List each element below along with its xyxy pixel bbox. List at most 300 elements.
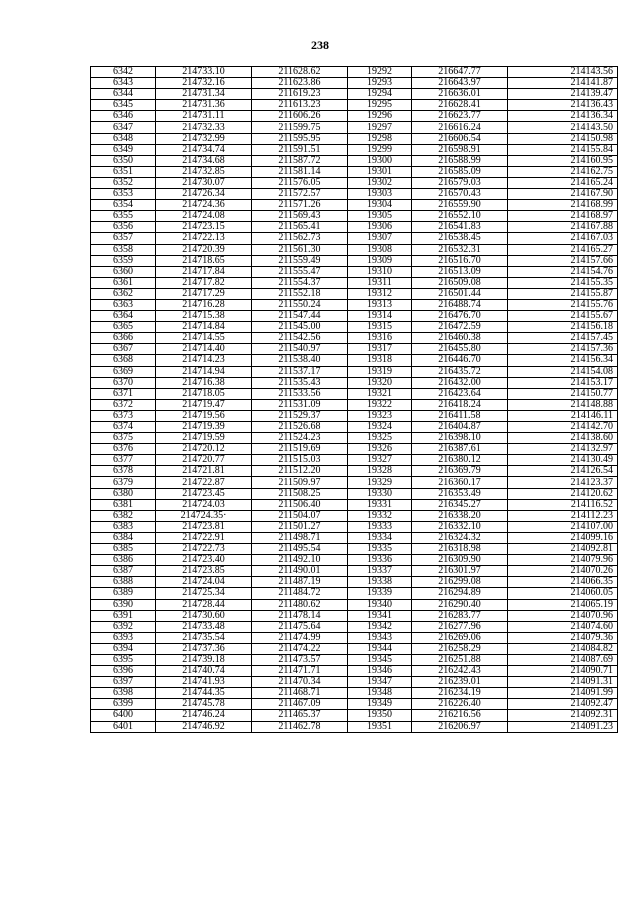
table-row [91, 710, 618, 721]
point-number-left-cell: 6351 [91, 166, 156, 177]
point-number-left-cell: 6389 [91, 588, 156, 599]
y-coordinate-left-cell: 211628.62 [252, 67, 348, 78]
point-number-right-cell: 19320 [348, 377, 412, 388]
y-coordinate-right-cell: 214070.26 [508, 566, 618, 577]
point-number-left-cell: 6393 [91, 632, 156, 643]
x-coordinate-left-cell: 214733.10 [156, 67, 252, 78]
x-coordinate-left-cell: 214739.18 [156, 654, 252, 665]
table-row [91, 510, 618, 521]
x-coordinate-left-cell: 214723.85 [156, 566, 252, 577]
x-coordinate-right-cell: 216585.09 [412, 166, 508, 177]
x-coordinate-left-cell: 214720.39 [156, 244, 252, 255]
y-coordinate-right-cell: 214091.23 [508, 721, 618, 732]
point-number-left-cell: 6379 [91, 477, 156, 488]
point-number-right-cell: 19344 [348, 643, 412, 654]
x-coordinate-right-cell: 216598.91 [412, 144, 508, 155]
table-row [91, 222, 618, 233]
point-number-left-cell: 6381 [91, 499, 156, 510]
x-coordinate-right-cell: 216623.77 [412, 111, 508, 122]
y-coordinate-right-cell: 214092.81 [508, 544, 618, 555]
x-coordinate-right-cell: 216446.70 [412, 355, 508, 366]
y-coordinate-right-cell: 214167.90 [508, 189, 618, 200]
point-number-right-cell: 19307 [348, 233, 412, 244]
y-coordinate-left-cell: 211501.27 [252, 521, 348, 532]
y-coordinate-right-cell: 214165.24 [508, 177, 618, 188]
x-coordinate-right-cell: 216509.08 [412, 277, 508, 288]
y-coordinate-left-cell: 211561.30 [252, 244, 348, 255]
y-coordinate-right-cell: 214120.62 [508, 488, 618, 499]
table-row [91, 100, 618, 111]
x-coordinate-right-cell: 216588.99 [412, 155, 508, 166]
y-coordinate-left-cell: 211595.95 [252, 133, 348, 144]
point-number-right-cell: 19311 [348, 277, 412, 288]
y-coordinate-left-cell: 211471.71 [252, 666, 348, 677]
point-number-right-cell: 19341 [348, 610, 412, 621]
point-number-right-cell: 19332 [348, 510, 412, 521]
y-coordinate-left-cell: 211524.23 [252, 433, 348, 444]
table-row [91, 699, 618, 710]
point-number-left-cell: 6367 [91, 344, 156, 355]
x-coordinate-left-cell: 214725.34 [156, 588, 252, 599]
y-coordinate-left-cell: 211465.37 [252, 710, 348, 721]
table-row [91, 155, 618, 166]
y-coordinate-left-cell: 211565.41 [252, 222, 348, 233]
x-coordinate-left-cell: 214716.38 [156, 377, 252, 388]
y-coordinate-left-cell: 211478.14 [252, 610, 348, 621]
y-coordinate-left-cell: 211473.57 [252, 654, 348, 665]
point-number-left-cell: 6360 [91, 266, 156, 277]
point-number-right-cell: 19304 [348, 200, 412, 211]
table-row [91, 333, 618, 344]
x-coordinate-right-cell: 216418.24 [412, 399, 508, 410]
coordinates-table-body [91, 67, 618, 733]
x-coordinate-left-cell: 214715.38 [156, 311, 252, 322]
x-coordinate-left-cell: 214722.87 [156, 477, 252, 488]
x-coordinate-right-cell: 216532.31 [412, 244, 508, 255]
table-row [91, 477, 618, 488]
y-coordinate-right-cell: 214167.88 [508, 222, 618, 233]
point-number-right-cell: 19349 [348, 699, 412, 710]
x-coordinate-right-cell: 216258.29 [412, 643, 508, 654]
x-coordinate-right-cell: 216360.17 [412, 477, 508, 488]
table-row [91, 555, 618, 566]
y-coordinate-right-cell: 214162.75 [508, 166, 618, 177]
y-coordinate-right-cell: 214154.08 [508, 366, 618, 377]
x-coordinate-right-cell: 216332.10 [412, 521, 508, 532]
y-coordinate-left-cell: 211538.40 [252, 355, 348, 366]
x-coordinate-left-cell: 214722.13 [156, 233, 252, 244]
table-row [91, 189, 618, 200]
x-coordinate-right-cell: 216324.32 [412, 532, 508, 543]
x-coordinate-left-cell: 214714.40 [156, 344, 252, 355]
y-coordinate-left-cell: 211540.97 [252, 344, 348, 355]
point-number-left-cell: 6343 [91, 78, 156, 89]
y-coordinate-left-cell: 211559.49 [252, 255, 348, 266]
y-coordinate-right-cell: 214136.34 [508, 111, 618, 122]
table-row [91, 455, 618, 466]
point-number-left-cell: 6369 [91, 366, 156, 377]
x-coordinate-right-cell: 216643.97 [412, 78, 508, 89]
point-number-left-cell: 6380 [91, 488, 156, 499]
y-coordinate-right-cell: 214066.35 [508, 577, 618, 588]
point-number-left-cell: 6382 [91, 510, 156, 521]
y-coordinate-right-cell: 214157.66 [508, 255, 618, 266]
y-coordinate-right-cell: 214123.37 [508, 477, 618, 488]
point-number-right-cell: 19324 [348, 422, 412, 433]
x-coordinate-left-cell: 214724.04 [156, 577, 252, 588]
point-number-left-cell: 6348 [91, 133, 156, 144]
x-coordinate-left-cell: 214723.15 [156, 222, 252, 233]
point-number-left-cell: 6399 [91, 699, 156, 710]
point-number-right-cell: 19351 [348, 721, 412, 732]
table-row [91, 632, 618, 643]
y-coordinate-left-cell: 211508.25 [252, 488, 348, 499]
x-coordinate-right-cell: 216460.38 [412, 333, 508, 344]
point-number-left-cell: 6377 [91, 455, 156, 466]
x-coordinate-right-cell: 216226.40 [412, 699, 508, 710]
y-coordinate-right-cell: 214156.18 [508, 322, 618, 333]
point-number-right-cell: 19350 [348, 710, 412, 721]
y-coordinate-left-cell: 211550.24 [252, 299, 348, 310]
x-coordinate-left-cell: 214740.74 [156, 666, 252, 677]
point-number-right-cell: 19337 [348, 566, 412, 577]
point-number-right-cell: 19308 [348, 244, 412, 255]
point-number-right-cell: 19333 [348, 521, 412, 532]
page-number: 238 [311, 38, 329, 52]
point-number-left-cell: 6383 [91, 521, 156, 532]
x-coordinate-right-cell: 216318.98 [412, 544, 508, 555]
point-number-left-cell: 6373 [91, 410, 156, 421]
point-number-right-cell: 19300 [348, 155, 412, 166]
table-row [91, 200, 618, 211]
point-number-left-cell: 6375 [91, 433, 156, 444]
x-coordinate-left-cell: 214724.03 [156, 499, 252, 510]
x-coordinate-right-cell: 216435.72 [412, 366, 508, 377]
x-coordinate-left-cell: 214732.85 [156, 166, 252, 177]
point-number-left-cell: 6359 [91, 255, 156, 266]
y-coordinate-left-cell: 211619.23 [252, 89, 348, 100]
point-number-left-cell: 6370 [91, 377, 156, 388]
x-coordinate-right-cell: 216432.00 [412, 377, 508, 388]
y-coordinate-right-cell: 214150.77 [508, 388, 618, 399]
point-number-right-cell: 19309 [348, 255, 412, 266]
y-coordinate-left-cell: 211576.05 [252, 177, 348, 188]
y-coordinate-left-cell: 211462.78 [252, 721, 348, 732]
y-coordinate-right-cell: 214092.31 [508, 710, 618, 721]
y-coordinate-right-cell: 214168.97 [508, 211, 618, 222]
x-coordinate-left-cell: 214718.05 [156, 388, 252, 399]
point-number-left-cell: 6401 [91, 721, 156, 732]
point-number-left-cell: 6344 [91, 89, 156, 100]
y-coordinate-right-cell: 214142.70 [508, 422, 618, 433]
x-coordinate-right-cell: 216541.83 [412, 222, 508, 233]
y-coordinate-left-cell: 211542.56 [252, 333, 348, 344]
x-coordinate-left-cell: 214732.33 [156, 122, 252, 133]
y-coordinate-left-cell: 211519.69 [252, 444, 348, 455]
x-coordinate-left-cell: 214718.65 [156, 255, 252, 266]
point-number-left-cell: 6394 [91, 643, 156, 654]
point-number-right-cell: 19329 [348, 477, 412, 488]
x-coordinate-left-cell: 214724.36 [156, 200, 252, 211]
point-number-right-cell: 19342 [348, 621, 412, 632]
table-row [91, 410, 618, 421]
x-coordinate-right-cell: 216579.03 [412, 177, 508, 188]
x-coordinate-right-cell: 216628.41 [412, 100, 508, 111]
table-row [91, 599, 618, 610]
y-coordinate-right-cell: 214074.60 [508, 621, 618, 632]
x-coordinate-left-cell: 214719.47 [156, 399, 252, 410]
x-coordinate-right-cell: 216647.77 [412, 67, 508, 78]
x-coordinate-right-cell: 216301.97 [412, 566, 508, 577]
table-row [91, 399, 618, 410]
point-number-left-cell: 6354 [91, 200, 156, 211]
point-number-right-cell: 19310 [348, 266, 412, 277]
x-coordinate-left-cell: 214726.34 [156, 189, 252, 200]
point-number-right-cell: 19330 [348, 488, 412, 499]
point-number-right-cell: 19318 [348, 355, 412, 366]
y-coordinate-left-cell: 211498.71 [252, 532, 348, 543]
point-number-right-cell: 19339 [348, 588, 412, 599]
table-row [91, 67, 618, 78]
point-number-left-cell: 6400 [91, 710, 156, 721]
y-coordinate-right-cell: 214154.76 [508, 266, 618, 277]
y-coordinate-right-cell: 214155.35 [508, 277, 618, 288]
y-coordinate-left-cell: 211467.09 [252, 699, 348, 710]
y-coordinate-left-cell: 211545.00 [252, 322, 348, 333]
y-coordinate-left-cell: 211537.17 [252, 366, 348, 377]
x-coordinate-right-cell: 216345.27 [412, 499, 508, 510]
table-row [91, 688, 618, 699]
x-coordinate-left-cell: 214734.74 [156, 144, 252, 155]
y-coordinate-right-cell: 214112.23 [508, 510, 618, 521]
y-coordinate-left-cell: 211591.51 [252, 144, 348, 155]
point-number-right-cell: 19295 [348, 100, 412, 111]
y-coordinate-left-cell: 211480.62 [252, 599, 348, 610]
point-number-right-cell: 19328 [348, 466, 412, 477]
table-row [91, 388, 618, 399]
point-number-right-cell: 19305 [348, 211, 412, 222]
table-row [91, 677, 618, 688]
y-coordinate-right-cell: 214165.27 [508, 244, 618, 255]
y-coordinate-right-cell: 214141.87 [508, 78, 618, 89]
x-coordinate-left-cell: 214733.48 [156, 621, 252, 632]
y-coordinate-right-cell: 214155.76 [508, 299, 618, 310]
x-coordinate-left-cell: 214732.16 [156, 78, 252, 89]
y-coordinate-left-cell: 211526.68 [252, 422, 348, 433]
x-coordinate-left-cell: 214720.12 [156, 444, 252, 455]
y-coordinate-left-cell: 211484.72 [252, 588, 348, 599]
y-coordinate-left-cell: 211506.40 [252, 499, 348, 510]
y-coordinate-left-cell: 211509.97 [252, 477, 348, 488]
y-coordinate-right-cell: 214070.96 [508, 610, 618, 621]
x-coordinate-left-cell: 214714.94 [156, 366, 252, 377]
x-coordinate-right-cell: 216269.06 [412, 632, 508, 643]
x-coordinate-right-cell: 216369.79 [412, 466, 508, 477]
coordinates-table [90, 66, 618, 733]
table-row [91, 654, 618, 665]
table-row [91, 666, 618, 677]
y-coordinate-left-cell: 211535.43 [252, 377, 348, 388]
y-coordinate-right-cell: 214156.34 [508, 355, 618, 366]
y-coordinate-left-cell: 211613.23 [252, 100, 348, 111]
x-coordinate-right-cell: 216472.59 [412, 322, 508, 333]
point-number-left-cell: 6362 [91, 288, 156, 299]
point-number-left-cell: 6356 [91, 222, 156, 233]
y-coordinate-left-cell: 211554.37 [252, 277, 348, 288]
y-coordinate-right-cell: 214107.00 [508, 521, 618, 532]
point-number-left-cell: 6365 [91, 322, 156, 333]
point-number-left-cell: 6353 [91, 189, 156, 200]
x-coordinate-left-cell: 214723.40 [156, 555, 252, 566]
table-row [91, 233, 618, 244]
point-number-right-cell: 19321 [348, 388, 412, 399]
x-coordinate-left-cell: 214720.77 [156, 455, 252, 466]
y-coordinate-left-cell: 211504.07 [252, 510, 348, 521]
point-number-left-cell: 6361 [91, 277, 156, 288]
point-number-right-cell: 19306 [348, 222, 412, 233]
point-number-left-cell: 6357 [91, 233, 156, 244]
table-row [91, 466, 618, 477]
table-row [91, 255, 618, 266]
table-row [91, 166, 618, 177]
table-row [91, 721, 618, 732]
point-number-left-cell: 6345 [91, 100, 156, 111]
point-number-left-cell: 6387 [91, 566, 156, 577]
x-coordinate-right-cell: 216294.89 [412, 588, 508, 599]
x-coordinate-left-cell: 214719.59 [156, 433, 252, 444]
point-number-left-cell: 6391 [91, 610, 156, 621]
x-coordinate-left-cell: 214734.68 [156, 155, 252, 166]
y-coordinate-left-cell: 211512.20 [252, 466, 348, 477]
point-number-right-cell: 19298 [348, 133, 412, 144]
table-row [91, 433, 618, 444]
point-number-right-cell: 19302 [348, 177, 412, 188]
table-row [91, 566, 618, 577]
point-number-right-cell: 19299 [348, 144, 412, 155]
point-number-right-cell: 19334 [348, 532, 412, 543]
point-number-left-cell: 6372 [91, 399, 156, 410]
x-coordinate-left-cell: 214721.81 [156, 466, 252, 477]
point-number-right-cell: 19314 [348, 311, 412, 322]
y-coordinate-left-cell: 211487.19 [252, 577, 348, 588]
y-coordinate-left-cell: 211581.14 [252, 166, 348, 177]
x-coordinate-left-cell: 214719.56 [156, 410, 252, 421]
point-number-right-cell: 19338 [348, 577, 412, 588]
table-row [91, 277, 618, 288]
x-coordinate-left-cell: 214731.36 [156, 100, 252, 111]
y-coordinate-right-cell: 214126.54 [508, 466, 618, 477]
x-coordinate-left-cell: 214732.99 [156, 133, 252, 144]
x-coordinate-left-cell: 214714.84 [156, 322, 252, 333]
y-coordinate-left-cell: 211572.57 [252, 189, 348, 200]
y-coordinate-left-cell: 211599.75 [252, 122, 348, 133]
x-coordinate-right-cell: 216283.77 [412, 610, 508, 621]
table-row [91, 377, 618, 388]
point-number-right-cell: 19327 [348, 455, 412, 466]
table-row [91, 299, 618, 310]
y-coordinate-right-cell: 214065.19 [508, 599, 618, 610]
x-coordinate-right-cell: 216277.96 [412, 621, 508, 632]
y-coordinate-left-cell: 211606.26 [252, 111, 348, 122]
x-coordinate-right-cell: 216411.58 [412, 410, 508, 421]
x-coordinate-right-cell: 216476.70 [412, 311, 508, 322]
x-coordinate-left-cell: 214745.78 [156, 699, 252, 710]
point-number-right-cell: 19296 [348, 111, 412, 122]
y-coordinate-right-cell: 214143.50 [508, 122, 618, 133]
point-number-right-cell: 19343 [348, 632, 412, 643]
point-number-left-cell: 6384 [91, 532, 156, 543]
point-number-right-cell: 19345 [348, 654, 412, 665]
point-number-left-cell: 6392 [91, 621, 156, 632]
y-coordinate-right-cell: 214160.95 [508, 155, 618, 166]
point-number-left-cell: 6366 [91, 333, 156, 344]
table-row [91, 89, 618, 100]
x-coordinate-right-cell: 216290.40 [412, 599, 508, 610]
x-coordinate-left-cell: 214722.91 [156, 532, 252, 543]
y-coordinate-left-cell: 211562.73 [252, 233, 348, 244]
y-coordinate-left-cell: 211531.09 [252, 399, 348, 410]
y-coordinate-left-cell: 211495.54 [252, 544, 348, 555]
y-coordinate-right-cell: 214130.49 [508, 455, 618, 466]
y-coordinate-left-cell: 211552.18 [252, 288, 348, 299]
point-number-left-cell: 6355 [91, 211, 156, 222]
y-coordinate-left-cell: 211474.22 [252, 643, 348, 654]
x-coordinate-right-cell: 216606.54 [412, 133, 508, 144]
x-coordinate-right-cell: 216251.88 [412, 654, 508, 665]
x-coordinate-right-cell: 216239.01 [412, 677, 508, 688]
point-number-right-cell: 19331 [348, 499, 412, 510]
table-row [91, 499, 618, 510]
y-coordinate-right-cell: 214155.67 [508, 311, 618, 322]
y-coordinate-right-cell: 214146.11 [508, 410, 618, 421]
y-coordinate-left-cell: 211533.56 [252, 388, 348, 399]
y-coordinate-left-cell: 211571.26 [252, 200, 348, 211]
y-coordinate-right-cell: 214091.99 [508, 688, 618, 699]
y-coordinate-right-cell: 214092.47 [508, 699, 618, 710]
x-coordinate-left-cell: 214737.36 [156, 643, 252, 654]
point-number-left-cell: 6385 [91, 544, 156, 555]
x-coordinate-right-cell: 216216.56 [412, 710, 508, 721]
x-coordinate-left-cell: 214731.34 [156, 89, 252, 100]
x-coordinate-right-cell: 216488.74 [412, 299, 508, 310]
x-coordinate-right-cell: 216299.08 [412, 577, 508, 588]
x-coordinate-left-cell: 214746.92 [156, 721, 252, 732]
x-coordinate-left-cell: 214714.55 [156, 333, 252, 344]
point-number-left-cell: 6350 [91, 155, 156, 166]
y-coordinate-left-cell: 211468.71 [252, 688, 348, 699]
x-coordinate-right-cell: 216423.64 [412, 388, 508, 399]
table-row [91, 122, 618, 133]
point-number-left-cell: 6396 [91, 666, 156, 677]
point-number-right-cell: 19301 [348, 166, 412, 177]
x-coordinate-right-cell: 216455.80 [412, 344, 508, 355]
point-number-right-cell: 19317 [348, 344, 412, 355]
x-coordinate-left-cell: 214724.08 [156, 211, 252, 222]
point-number-left-cell: 6395 [91, 654, 156, 665]
y-coordinate-right-cell: 214090.71 [508, 666, 618, 677]
point-number-right-cell: 19326 [348, 444, 412, 455]
x-coordinate-right-cell: 216242.43 [412, 666, 508, 677]
point-number-left-cell: 6386 [91, 555, 156, 566]
point-number-right-cell: 19336 [348, 555, 412, 566]
point-number-right-cell: 19303 [348, 189, 412, 200]
point-number-right-cell: 19297 [348, 122, 412, 133]
y-coordinate-left-cell: 211555.47 [252, 266, 348, 277]
x-coordinate-right-cell: 216501.44 [412, 288, 508, 299]
y-coordinate-left-cell: 211490.01 [252, 566, 348, 577]
y-coordinate-left-cell: 211623.86 [252, 78, 348, 89]
point-number-left-cell: 6347 [91, 122, 156, 133]
